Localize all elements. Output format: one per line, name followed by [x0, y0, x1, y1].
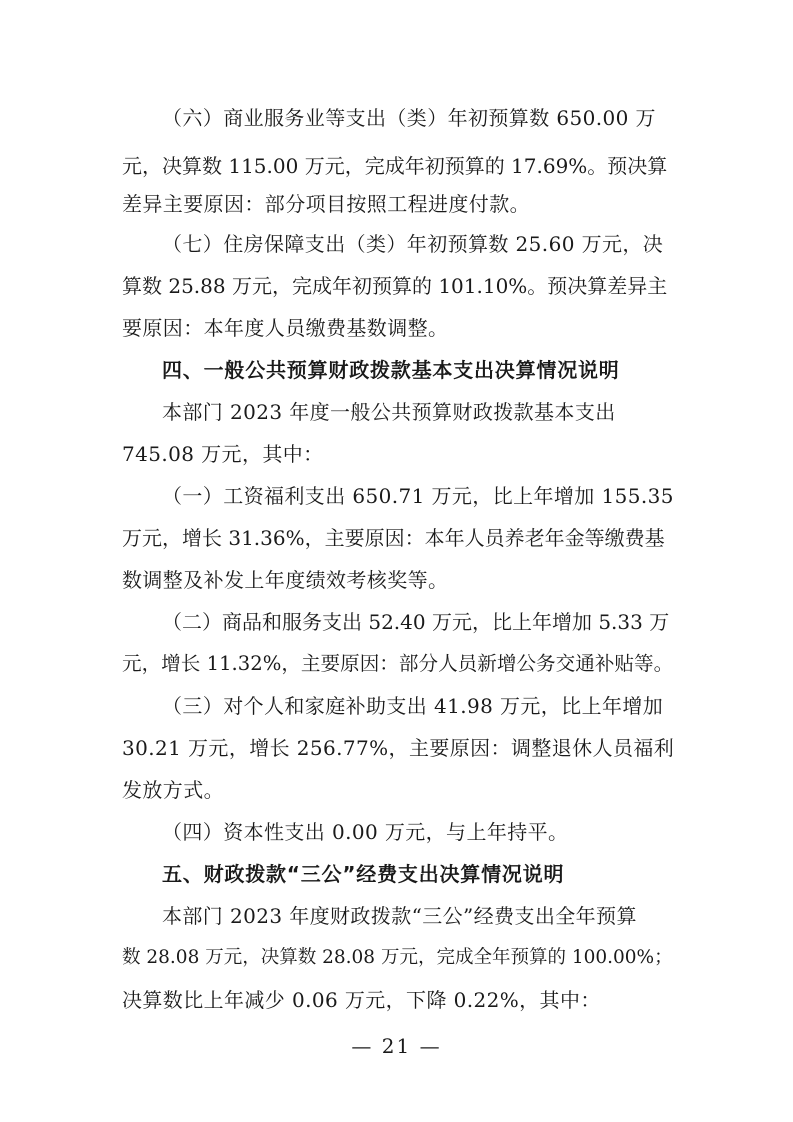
paragraph-line: （四）资本性支出 0.00 万元，与上年持平。 — [162, 820, 569, 844]
paragraph-line: 决算数比上年减少 0.06 万元，下降 0.22%，其中： — [122, 988, 601, 1012]
paragraph-line: （三）对个人和家庭补助支出 41.98 万元，比上年增加 — [162, 694, 664, 718]
paragraph-line: 万元，增长 31.36%，主要原因：本年人员养老年金等缴费基 — [122, 526, 665, 550]
paragraph-line: 差异主要原因：部分项目按照工程进度付款。 — [122, 192, 530, 216]
paragraph-line: （七）住房保障支出（类）年初预算数 25.60 万元，决 — [162, 232, 664, 256]
paragraph-line: （六）商业服务业等支出（类）年初预算数 650.00 万 — [162, 106, 656, 130]
paragraph-line: 数调整及补发上年度绩效考核奖等。 — [122, 568, 449, 592]
paragraph-line: 元，增长 11.32%，主要原因：部分人员新增公务交通补贴等。 — [122, 652, 674, 675]
section-heading: 五、财政拨款“三公”经费支出决算情况说明 — [162, 862, 565, 886]
paragraph-line: 745.08 万元，其中： — [122, 442, 324, 466]
section-heading: 四、一般公共预算财政拨款基本支出决算情况说明 — [162, 358, 620, 382]
paragraph-line: 发放方式。 — [122, 778, 224, 802]
paragraph-line: （二）商品和服务支出 52.40 万元，比上年增加 5.33 万 — [162, 610, 670, 634]
paragraph-line: 本部门 2023 年度财政拨款“三公”经费支出全年预算 — [162, 904, 637, 928]
paragraph-line: 元，决算数 115.00 万元，完成年初预算的 17.69%。预决算 — [122, 154, 668, 178]
paragraph-line: 本部门 2023 年度一般公共预算财政拨款基本支出 — [162, 400, 616, 424]
paragraph-line: 数 28.08 万元，决算数 28.08 万元，完成全年预算的 100.00%； — [122, 947, 673, 968]
paragraph-line: 要原因：本年度人员缴费基数调整。 — [122, 316, 449, 340]
paragraph-line: 算数 25.88 万元，完成年初预算的 101.10%。预决算差异主 — [122, 274, 668, 298]
paragraph-line: （一）工资福利支出 650.71 万元，比上年增加 155.35 — [162, 484, 674, 508]
page-number: — 21 — — [351, 1034, 442, 1058]
paragraph-line: 30.21 万元，增长 256.77%，主要原因：调整退休人员福利 — [122, 736, 675, 760]
